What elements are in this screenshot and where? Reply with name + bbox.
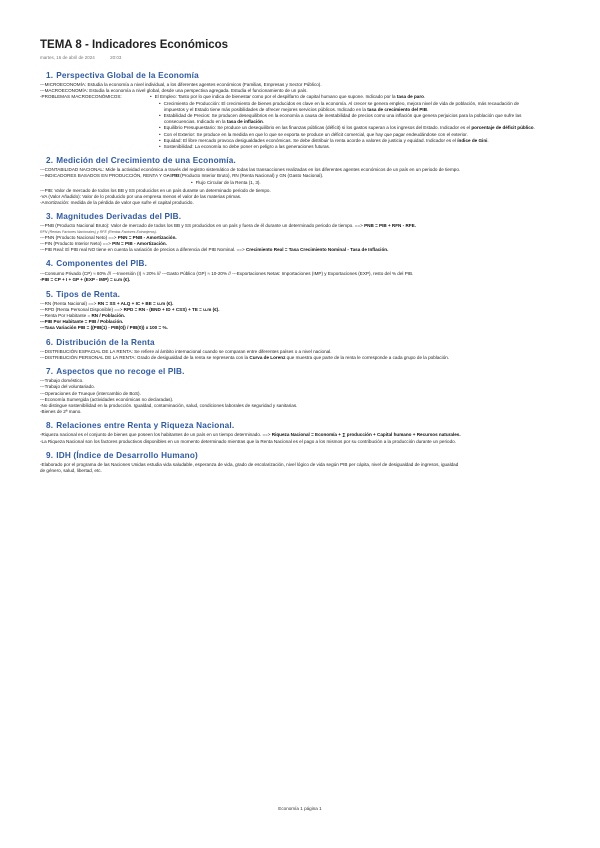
text-line: ---PIN (Producto Interior Neto) ==> PIN = PIB - Amortización. xyxy=(40,240,167,246)
section-heading-5: 5. Tipos de Renta. xyxy=(46,289,121,299)
section-heading-1: 1. Perspectiva Global de la Economía xyxy=(46,71,199,80)
text-line: -La Riqueza Nacional son los factores productivos disponibles en un momento determinado mientras que la Renta Nacional es el pago a los mismos por su contribución a la producción durante un periodo. xyxy=(40,438,456,444)
text-line: ---Operaciones de Trueque (intercambio de BoS). xyxy=(40,390,141,396)
text-line: -Bienes de 2ª mano. xyxy=(40,409,82,415)
section-heading-6: 6. Distribución de la Renta xyxy=(46,337,155,347)
text-note: RFN (Rentas Factores Nacionales) y RFE (Rentas Factores Extranjeros). xyxy=(40,229,157,234)
section-heading-2: 2. Medición del Crecimiento de una Economía. xyxy=(46,156,236,166)
text-line: ---MACROECONOMÍA: Estudia la economía a nivel global, desde una perspectiva agregada. Estudia el funcionamiento de un país. xyxy=(40,88,308,94)
bullet-prices: • Estabilidad de Precios: Se producen desequilibrios en la economía a causa de inestabilidad de precios como una inflación que genera perjuicios para la población que sufre las xyxy=(40,113,560,119)
text-line: de género, salud, libertad, etc. xyxy=(40,467,102,473)
page-footer: Economía 1 página 1 xyxy=(278,806,322,811)
text-line: -Riqueza nacional es el conjunto de bienes que poseen los habitantes de un país en un tiempo determinado. ==> Riqueza Nacional = Economía + ∑ producción + Capital humano + Recursos naturales. xyxy=(40,432,461,438)
bullet-continuation: impuestos y el Estado tiene más posibilidades de ofrecer mejores servicios públicos. Indicado en la tasa de crecimiento del PIB. xyxy=(164,106,429,112)
text-line: -No distingue sostenibilidad en la producción. Igualdad, contaminación, salud, condiciones laborales de seguridad y sanitarias. xyxy=(40,402,298,408)
page-meta xyxy=(40,55,560,65)
text-line: ---Renta Por Habitante = RN / Población. xyxy=(40,313,126,319)
bullet-equity: • Equidad: El libre mercado provoca desigualdades económicas. Se debe distribuir la renta acorde a valores de justicia y equidad. Indicador es el índice de Gini. xyxy=(40,138,560,144)
text-line: ---RPD (Renta Personal Disponible) ==> RPD = RN - (BND + ID + CSS) + TE = u.m (€). xyxy=(40,306,220,312)
bullet-circular-flow: • Flujo Circular de la Renta (1, 3). xyxy=(40,180,560,186)
bullet-exterior: • Con el Exterior: Se produce en la medida en que lo que se exporta se produce un déficit comercial, que hay que pagar endeudándose con el exterior. xyxy=(40,132,560,138)
text-line: ---RN (Renta Nacional) ==> RN = SS + ALQ + IC + BE = u.m (€). xyxy=(40,300,174,306)
section-heading-8: 8. Relaciones entre Renta y Riqueza Nacional. xyxy=(46,421,235,431)
page-time: 20:03 xyxy=(110,55,122,60)
text-line: ---INDICADORES BASADOS EN PRODUCCIÓN, RENTA Y GASTO: • PIB (Producto Interior Bruto), RN (Renta Nacional) y GN (Gasto Nacional). xyxy=(40,173,560,179)
formula-line: ---Tasa Variación PIB = ((PIB(1) - PIB(0)) / PIB(0)) x 100 = %. xyxy=(40,325,168,331)
bullet-sustainability: • Sostenibilidad: La economía no debe poner en peligro a las generaciones futuras. xyxy=(40,144,560,150)
bullet-indicators: • PIB (Producto Interior Bruto), RN (Renta Nacional) y GN (Gasto Nacional). xyxy=(172,173,323,179)
text-line: ---Consumo Privado (CP) ≈ 60% /// ---Inversión (I) ≈ 20% /// ---Gasto Público (GP) ≈ 10-20% // ---Exportaciones Netas: Importaciones (IMP) y Exportaciones (EXP), resto del % del PIB. xyxy=(40,271,414,277)
text-line: ---Trabajo doméstico. xyxy=(40,378,84,384)
text-line: ---Trabajo del voluntariado. xyxy=(40,384,95,390)
text-line: ---DISTRIBUCIÓN ESPACIAL DE LA RENTA: Se refiere al ámbito internacional cuando se comparan entre diferentes países o a nivel nacional. xyxy=(40,348,332,354)
text-line: ---PIB: Valor de mercado de todos los BB y SS producidos en un país durante un determinado periodo de tiempo. xyxy=(40,187,271,193)
bullet-budget: • Equilibrio Presupuestario: Se produce un desequilibrio en las finanzas públicas (déficit) si los gastos superan a los ingresos del Estado. Indicador es el porcentaje de déficit público. xyxy=(40,125,560,131)
bullet-employment: • El Empleo: Tanto por lo que indica de bienestar como por el despilfarro de capital humano que supone. Indicado por la tasa de paro. xyxy=(155,94,425,100)
text-line: -Elaborado por el programa de las Naciones Unidas estudia vida saludable, esperanza de vida, grado de escolarización, nivel lógico de vida según PIB per cápita, nivel de desigualdad de ingresos, igualdad xyxy=(40,461,459,467)
text-line: ---CONTABILIDAD NACIONAL: Mide la actividad económica a través del registro sistemático de todas las transacciones realizadas en los diferentes agentes económicos de un país en un periodo de tiempo. xyxy=(40,167,461,173)
formula-line: ---PIB Por Habitante = PIB / Población. xyxy=(40,319,124,325)
section-heading-7: 7. Aspectos que no recoge el PIB. xyxy=(46,367,185,377)
text-line: ---DISTRIBUCIÓN PERSONAL DE LA RENTA: Grado de desigualdad de la renta se representa con la Curva de Lorenz que muestra que parte de la renta le corresponde a cada grupo de la población. xyxy=(40,354,450,360)
text-line: ---MICROECONOMÍA: Estudia la economía a nivel individual, a los diferentes agentes económicos (Familias, Empresas y Sector Público). xyxy=(40,82,322,87)
text-line: ---PIB Real: El PIB real NO tiene en cuenta la variación de precios a diferencia del PIB Nominal. ==> Crecimiento Real = Tasa Crecimiento Nominal - Tasa de Inflación. xyxy=(40,247,389,253)
text-line: ---Economía Sumergida (actividades económicas no declaradas). xyxy=(40,396,174,402)
formula-line: -PIB = CP + I + GP + (EXP - IMP) = u.m (€). xyxy=(40,277,131,283)
text-line: -PROBLEMAS MACROECONÓMICOS: • El Empleo: Tanto por lo que indica de bienestar como por el despilfarro de capital humano que supone. Indicado por la tasa de paro. xyxy=(40,94,560,100)
page-title: TEMA 8 - Indicadores Económicos xyxy=(40,39,229,51)
note-page xyxy=(40,38,560,474)
bullet-continuation: consecuencias. Indicado en la tasa de inflación. xyxy=(164,119,265,125)
text-line: ---PNN (Producto Nacional Neto) ==> PNN = PNB - Amortización. xyxy=(40,234,177,240)
section-heading-3: 3. Magnitudes Derivadas del PIB. xyxy=(46,212,182,222)
page-date: martes, 16 de abril de 2024 xyxy=(40,55,95,60)
text-line: ---PNB (Producto Nacional Bruto): Valor de mercado de todos los BB y SS producidos en un país y fuera de él durante un determinado periodo de tiempo. ==> PNB = PIB + RFN - RFE. xyxy=(40,223,416,229)
text-line: -VA (Valor Añadido): Valor de lo producido por una empresa menos el valor de las materias primas. xyxy=(40,194,242,200)
text-line: -Amortización: medida de la pérdida de valor que sufre el capital producido. xyxy=(40,200,194,206)
bullet-production: • Crecimiento de Producción: El crecimiento de bienes producidos es clave en la economía. Al crecer se genera empleo, mejora nivel de vida de población, más recaudación de xyxy=(40,101,560,107)
section-heading-9: 9. IDH (Índice de Desarrollo Humano) xyxy=(46,450,198,460)
section-heading-4: 4. Componentes del PIB. xyxy=(46,259,148,269)
